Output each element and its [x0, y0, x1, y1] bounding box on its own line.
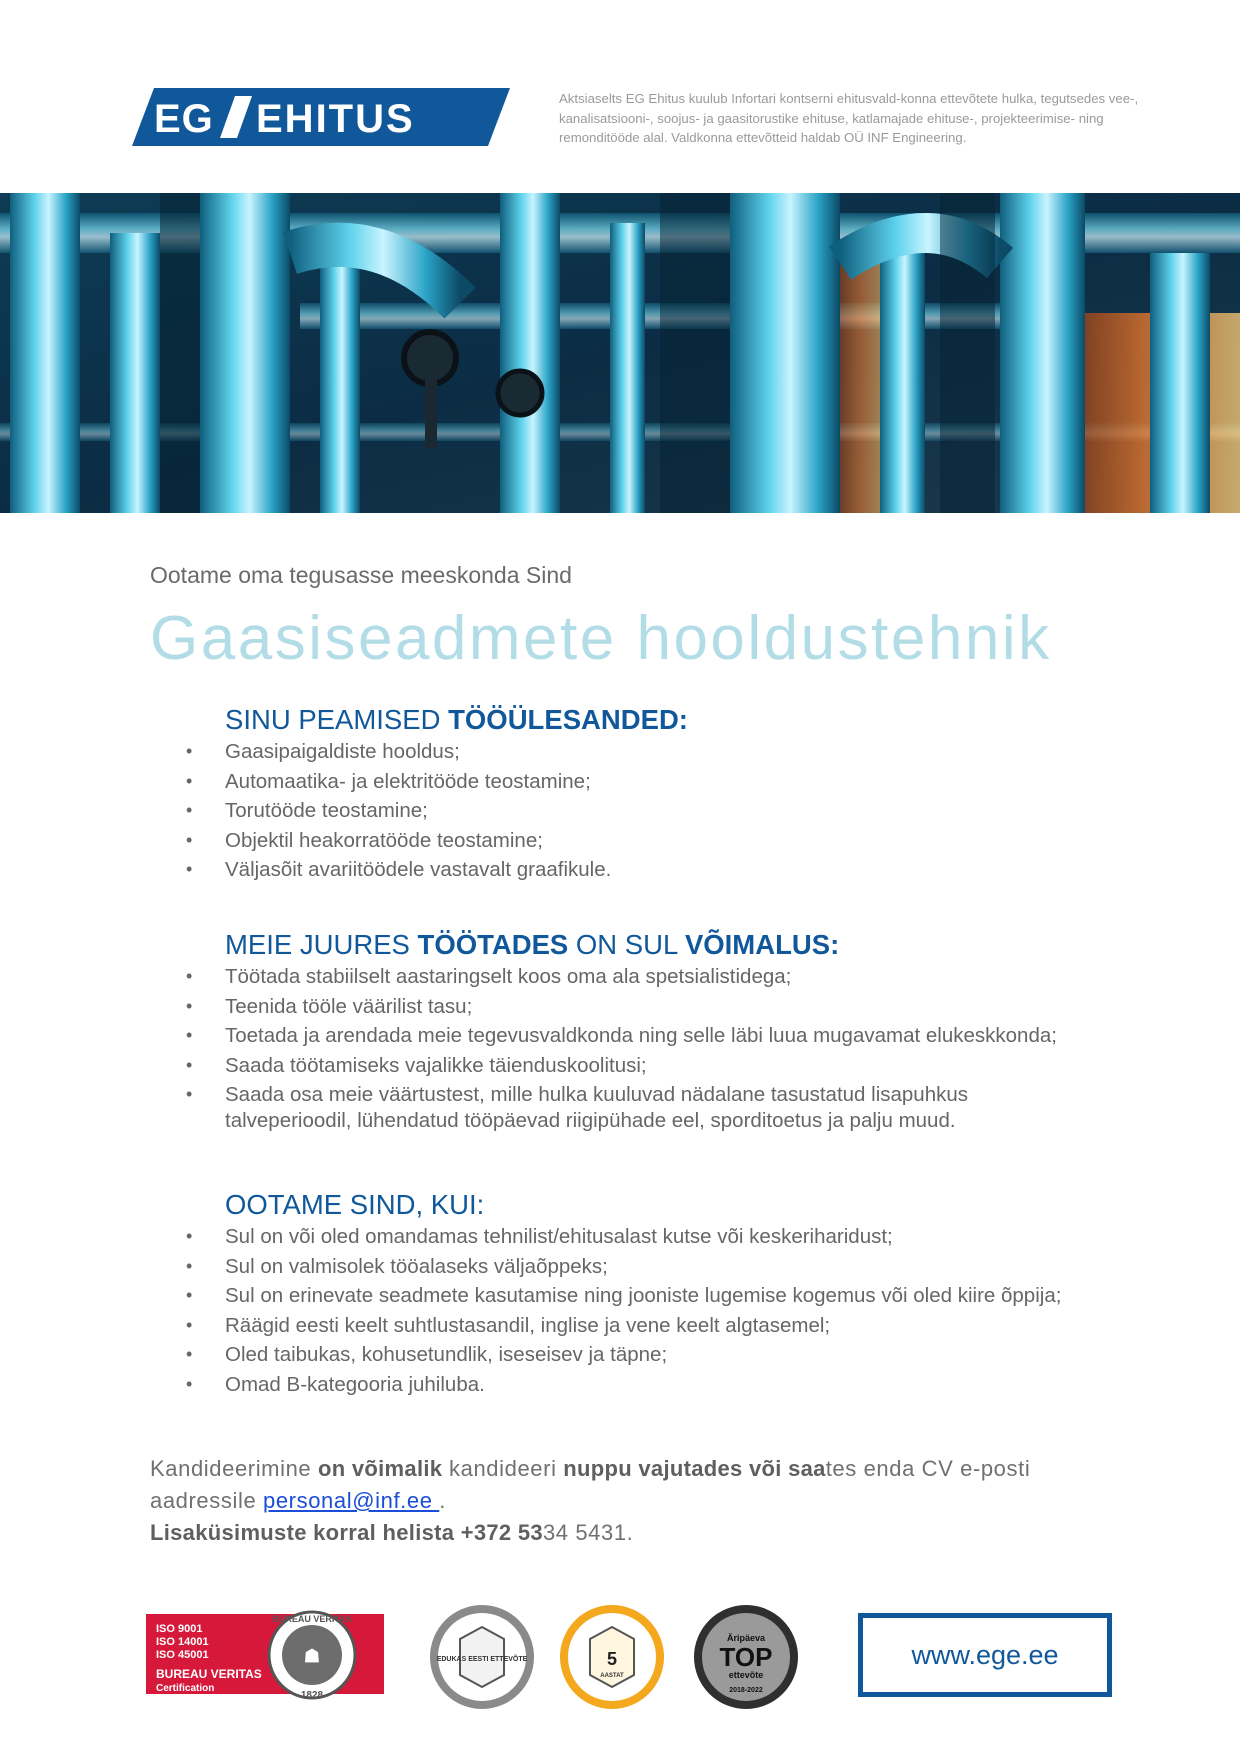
list-item: • Torutööde teostamine; — [150, 798, 1080, 824]
email-link[interactable]: personal@inf.ee — [263, 1488, 440, 1513]
heading-text: MEIE JUURES — [225, 929, 418, 960]
list-item: • Teenida tööle väärilist tasu; — [150, 994, 1080, 1020]
contact-text-bold: on võimalik — [317, 1456, 443, 1481]
svg-text:EHITUS: EHITUS — [256, 97, 415, 141]
aripaeva-top-badge — [692, 1603, 800, 1711]
heading-text: SINU PEAMISED — [225, 704, 449, 735]
heading-text-bold: VÕIMALUS: — [684, 929, 840, 960]
phone-text: 34 5431. — [542, 1520, 634, 1545]
top-years-text: 2018-2022 — [729, 1687, 763, 1694]
heading-text-bold: TÖÖTADES — [417, 929, 569, 960]
bv-seal-text: BUREAU VERITAS — [272, 1614, 352, 1624]
list-item: • Töötada stabiilselt aastaringselt koos oma ala spetsialistidega; — [150, 964, 1080, 990]
svg-text:☗: ☗ — [303, 1646, 321, 1666]
list-item: • Oled taibukas, kohusetundlik, iseseisev ja täpne; — [150, 1342, 1080, 1368]
top-text: TOP — [719, 1642, 773, 1672]
edukas-eesti-ettevote-badge — [428, 1603, 536, 1711]
section-tasks — [150, 703, 1080, 887]
bv-year-text: 1828 — [300, 1690, 324, 1701]
list-item: • Saada töötamiseks vajalikke täienduskoolitusi; — [150, 1053, 1080, 1079]
company-description: Aktsiaselts EG Ehitus kuulub Infortari kontserni ehitusvald-konna ettevõtete hulka, tegutsedes vee-, kanalisatsiooni-, soojus- ja gaasitorustike ehituse, katlamajade ehituse-, projekteerimise- ning remonditööde alal. Valdkonna ettevõtteid haldab OÜ INF Engineering. — [559, 91, 1139, 145]
list-item: • Automaatika- ja elektritööde teostamine; — [150, 769, 1080, 795]
hero-image — [0, 193, 1240, 513]
contact-text: kandideeri — [442, 1456, 564, 1481]
contact-text-bold: nuppu vajutades või saa — [563, 1456, 826, 1481]
contact-text: Kandideerimine — [150, 1456, 318, 1481]
list-item: • Sul on erinevate seadmete kasutamise ning jooniste lugemise kogemus või oled kiire õppija; — [150, 1283, 1080, 1309]
five-years-badge — [558, 1603, 666, 1711]
contact-text: . — [439, 1488, 446, 1513]
ettevote-text: ettevõte — [728, 1670, 764, 1680]
heading-text: ON SUL — [568, 929, 685, 960]
industrial-pipes-photo — [0, 193, 1240, 513]
eg-ehitus-logo — [132, 88, 510, 146]
list-item: • Objektil heakorratööde teostamine; — [150, 828, 1080, 854]
website-link-box[interactable] — [858, 1613, 1112, 1697]
section-requirements — [150, 1188, 1080, 1401]
list-item: • Räägid eesti keelt suhtlustasandil, inglise ja vene keelt algtasemel; — [150, 1313, 1080, 1339]
section-heading — [225, 703, 1080, 737]
list-item: • Omad B-kategooria juhiluba. — [150, 1372, 1080, 1398]
intro-text: Ootame oma tegusasse meeskonda Sind — [150, 562, 572, 588]
benefit-list — [150, 964, 1080, 1133]
list-item: • Sul on valmisolek tööalaseks väljaõppeks; — [150, 1254, 1080, 1280]
bv-name-text: BUREAU VERITAS — [156, 1667, 262, 1681]
task-list — [150, 739, 1080, 883]
heading-text-bold: TÖÖÜLESANDED: — [448, 704, 688, 735]
job-title: Gaasiseadmete hooldustehnik — [150, 604, 1052, 673]
section-heading — [225, 928, 1080, 962]
edukas-text: EDUKAS EESTI ETTEVÕTE — [436, 1656, 528, 1663]
svg-text:EG: EG — [154, 97, 214, 141]
contact-text: tes enda CV e-posti aadressile — [150, 1456, 1031, 1513]
section-heading: OOTAME SIND, KUI: — [225, 1189, 485, 1220]
list-item: • Sul on või oled omandamas tehnilist/ehitusalast kutse või keskeriharidust; — [150, 1224, 1080, 1250]
aripaev-text: Äripäeva — [726, 1633, 766, 1643]
contact-info — [150, 1453, 1090, 1549]
bureau-veritas-iso-badge — [146, 1602, 384, 1708]
website-text[interactable]: www.ege.ee — [911, 1639, 1059, 1670]
section-benefits — [150, 928, 1080, 1137]
aastat-text: AASTAT — [600, 1673, 624, 1679]
requirement-list — [150, 1224, 1080, 1397]
iso-9001-text: ISO 9001 — [156, 1623, 203, 1635]
bv-certification-text: Certification — [156, 1683, 215, 1694]
list-item: • Gaasipaigaldiste hooldus; — [150, 739, 1080, 765]
list-item: • Saada osa meie väärtustest, mille hulka kuuluvad nädalane tasustatud lisapuhkus talveperioodil, lühendatud tööpäevad riigipühade eel, sporditoetus ja palju muud. — [150, 1082, 1080, 1133]
header — [0, 0, 1240, 193]
five-text: 5 — [606, 1649, 618, 1669]
phone-text-bold: Lisaküsimuste korral helista +372 53 — [150, 1520, 543, 1545]
list-item: • Väljasõit avariitöödele vastavalt graafikule. — [150, 857, 1080, 883]
iso-45001-text: ISO 45001 — [156, 1649, 209, 1661]
iso-14001-text: ISO 14001 — [156, 1636, 209, 1648]
list-item: • Toetada ja arendada meie tegevusvaldkonda ning selle läbi luua mugavamat elukeskkonda; — [150, 1023, 1080, 1049]
